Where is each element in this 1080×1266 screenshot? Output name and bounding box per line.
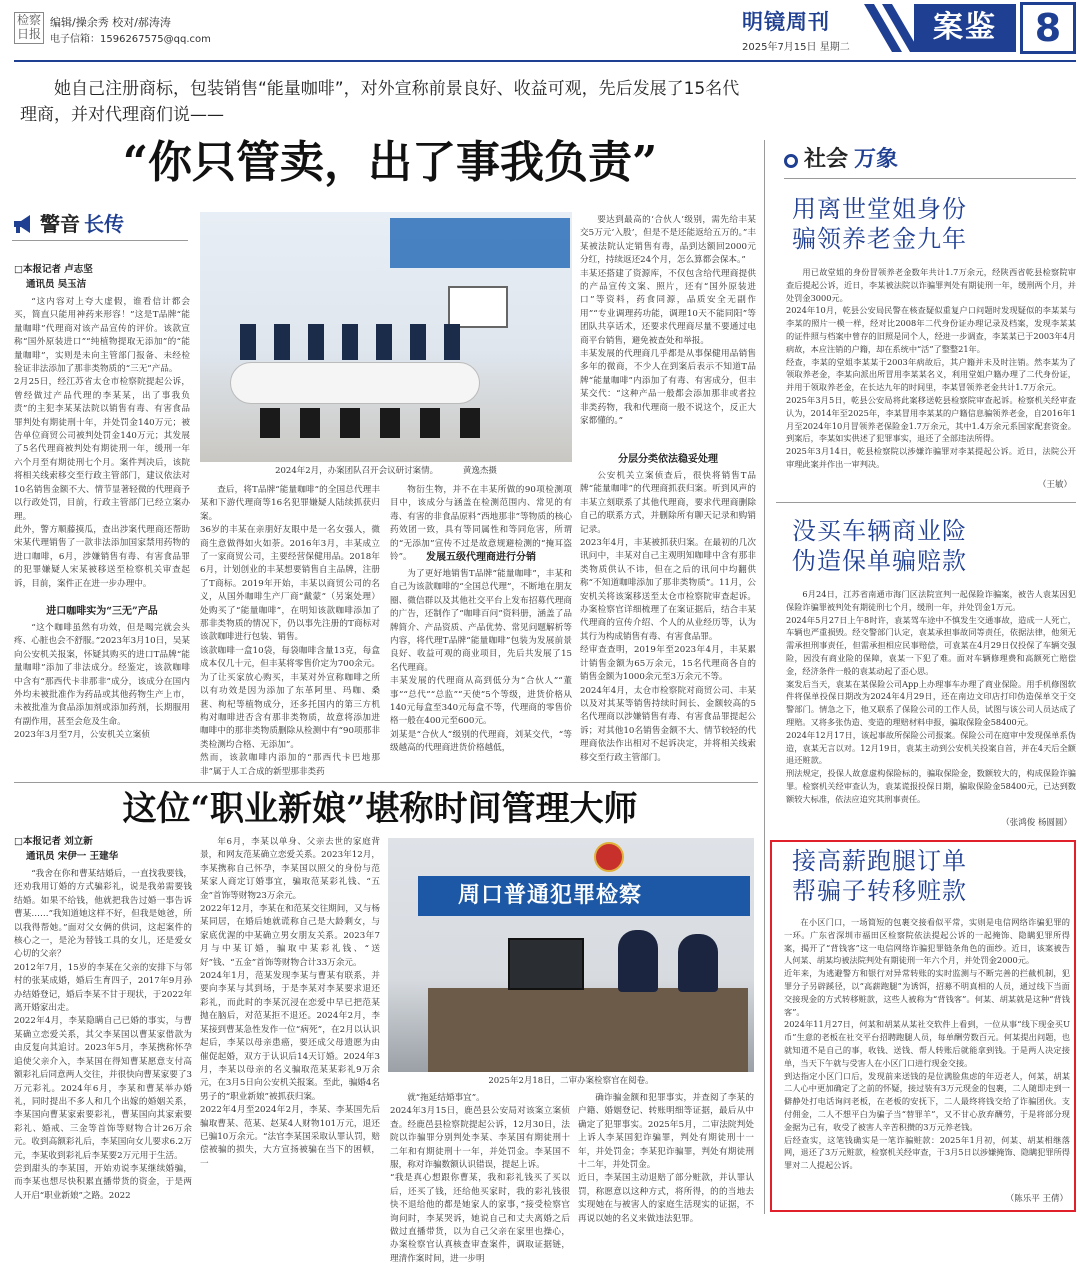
story1-headline-line-1: 用离世堂姐身份 — [792, 195, 967, 223]
column-text: 为了更好地销售T品牌“能量咖啡”，丰某和自己为该款咖啡的“全国总代理”，不断地在朋友圈、微信群以及其他社交平台上发布招募代理商的广告，还制作了“咖啡百问”资料册，涵盖了品牌简介、产品资质、产品优势、常见问题解析等内容，将代理T品牌“能量咖啡”包装为发展前景良好、收益可观的商业项目，先后共发展了15名代理商。 丰某发展的代理商从高到低分为“合伙人”“董事”“总代”“总监”“天使”5个等级，进货价格从140元每盒至340元每盒不等，代理商的零售价格一般在400元至600元。 刘某是“合伙人”级别的代理商，刘某交代，“等级越高的代理商进货价格越低， — [390, 569, 572, 754]
story2-body — [786, 588, 1076, 814]
article1-kicker: 她自己注册商标，包装销售“能量咖啡”，对外宣称前景良好、收益可观，先后发展了15名代理商，并对代理商们说—— — [20, 79, 740, 125]
article1-subhead-3: 分层分类依法稳妥处理 — [618, 454, 718, 465]
article1-column-3b — [390, 568, 572, 776]
article1-subhead-1: 进口咖啡实为“三无”产品 — [46, 606, 158, 617]
emblem-icon — [594, 842, 624, 872]
sidebar-story-3 — [776, 846, 1072, 1208]
story1-body — [786, 266, 1076, 478]
article2-photo — [388, 838, 754, 1072]
story2-credit: （张鸿俊 杨圆圆） — [1001, 818, 1072, 828]
masthead — [0, 0, 1080, 76]
story3-credit: （陈乐平 王倩） — [1005, 1194, 1068, 1204]
column-text: “这内容对上夸大虚假，谁看信计都会买，简直只能用神药来形容！”这是T品牌“能量咖啡”代理商对该产品宣传的评价。该款宣称“国外原装进口”“纯植物提取无添加”的“能量咖啡”，实则是未向主管部门报备、未经检验证非法添加了那非类物质的“三无”产品。 2月25日，经江苏省太仓市检察院提起公诉，曾经做过产品代理的李某某，出了事我负责”的主犯李某某法院以销售有毒、有害食品罪判处有期徒刑十年，并处罚金140万元；被告单位商贸公司被判处罚金140万元；其发展了5名代理商被判处有期徒刑一年，缓刑一年六个月至有期徒刑七个月。案件判决后，该院将相关线索移交至行政主管部门，建议依法对10名销售金额不大、情节显著轻微的代理商予以行政处罚，目前，行政主管部门已经立案办理。 此外，警方顺藤摸瓜，查出涉案代理商还帮助宋某代理销售了一款非法添加国家禁用药物的进口咖啡，6月，涉嫌销售有毒、有害食品罪的犯罪嫌疑人宋某被移送至检察机关审查起诉，目前，案件正在进一步办理中。 — [14, 297, 190, 589]
article1-photo — [200, 212, 572, 462]
article2-photo-caption: 2025年2月18日，二审办案检察官在阅卷。 — [488, 1076, 654, 1086]
section-name: 明镜周刊 — [742, 10, 830, 34]
sidebar-header — [784, 144, 1076, 178]
sidebar-story-divider-1 — [776, 502, 1076, 503]
article1-column-4 — [580, 214, 756, 442]
column-text: “这个咖啡虽然有功效，但是喝完就会头疼、心脏也会不舒服。”2023年3月10日，吴某向公安机关报案，怀疑其购买的进口T品牌“能量咖啡”添加了非法成分。经鉴定，该款咖啡中含有“那西代卡非那非”成分，该成分在国内外均未被批准作为药品或其他药物生产上市，未被批准为食品添加剂或添加药剂，长期服用有副作用，甚至会危及生命。 2023年3月至7月，公安机关立案侦 — [14, 623, 190, 741]
photo-screen — [448, 286, 508, 328]
story3-headline-line-1: 接高薪跑腿订单 — [792, 847, 967, 875]
article-divider — [14, 782, 758, 783]
article2-column-3 — [390, 1092, 570, 1264]
editor-line: 编辑/操余秀 校对/郝涛涛 — [50, 16, 171, 29]
article1-column-4b — [580, 470, 756, 776]
photo-desk — [428, 988, 748, 1072]
article1-byline — [14, 262, 190, 292]
story3-body — [784, 916, 1070, 1188]
sidebar-header-dot — [784, 154, 798, 168]
page-number: 8 — [1020, 2, 1076, 54]
date-line: 2025年7月15日 星期二 — [742, 42, 850, 53]
column-text: 要达到最高的‘合伙人’级别，需先给丰某交5万元‘入股’，但是不是还能返给五万的。”丰某被法院认定销售有毒，品到达额回2000元分红，持续返还24个月，怎么算都会保本。” 丰某还搭建了资源库，不仅包含给代理商提供的产品宣传文案、照片，还有“国外原装进口”等资料，药食同源，品质安全无副作用”“专业调理药功能，调理10天不能同阳”等团队共享话术，还要求代理商尽量不要通过电商平台销售，避免被查处和举报。 丰某发展的代理商几乎都是从事保健用品销售多年的微商，不少人在到案后表示不知道T品牌“能量咖啡”内添加了有毒、有害成分，但丰某交代：“这种产品一般都会添加那非或者拉非类药物，我和代理商一般不说这个，反正大家都懂的。” — [580, 215, 756, 427]
column-tag-underline — [12, 240, 188, 241]
article1-column-1 — [14, 296, 190, 588]
byline-correspondent: 通讯员 宋伊一 王建华 — [26, 851, 119, 862]
story-text: 在小区门口，一场简短的包裹交接看似平常，实则是电信网络诈骗犯罪的一环。广东省深圳市福田区检察院依法提起公诉的一起掩饰、隐瞒犯罪所得案，揭开了“背钱客”这一电信网络诈骗犯罪链条角色的面纱。近日，该案被告人何某、胡某均被法院判处有期徒刑一年六个月，并处罚金2000元。 近年来，为逃避警方和银行对异常转账的实时监测与不断完善的拦截机制，犯罪分子另辟蹊径，以“高薪跑腿”为诱饵，招募不明真相的人员，通过线下当面交接现金的方式转移赃款，这些人被称为“背钱客”。何某、胡某就是这种“背钱客”。 2024年11月27日，何某和胡某从某社交软件上看到，一位从事“线下现金买U币”生意的老板在社交平台招聘跑腿人员，每单酬劳数百元。何某提出问题，也就知道不是自己的事，收钱、送钱、帮人转账后就能拿到钱。于是两人决定接单，当天下午就与受害人在小区门口进行现金交接。 到达指定小区门口后，发现前来送钱的是位满脸焦虑的年迈老人，何某，胡某二人心中更加确定了之前的怀疑，接过装有3万元现金的包裹，二人随即走到一僻静处打电话询问老板，在老板的安抚下，二人最终将钱交给了诈骗团伙。支付佣金，二人不想平白为骗子当“替罪羊”，又不甘心放弃酬劳，于是将部分现金据为己有，收受了被害人辛苦积攒的3万元养老钱。 后经查实，这笔钱确实是一笔诈骗赃款：2025年1月初，何某、胡某相继落网，退还了3万元赃款，检察机关经审查，于3月5日以涉嫌掩饰、隐瞒犯罪所得罪对二人提起公诉。 — [784, 917, 1070, 1171]
article1-photo-caption — [200, 464, 572, 476]
article1-column-1b — [14, 622, 190, 762]
article1-column-2 — [200, 484, 380, 776]
column-text: 确诈骗金额和犯罪事实，并查阅了李某的户籍、婚姻登记、转账明细等证据，最后从中确定了犯罪事实。2025年5月，二审法院判处上诉人李某国犯诈骗罪，判处有期徒刑十一年，并处罚金；李某犯诈骗罪，判处有期徒刑十二年，并处罚金。 近日，李某国主动退赔了部分赃款，并认罪认罚，称愿意以这种方式，将所得，的的当地去实现她在与被害人的家庭生活现实的证据，不再说以她的名义来做违法犯罪。 — [578, 1093, 754, 1224]
logo-line-1: 检察 — [16, 13, 41, 27]
column-tag-part-1: 警音 — [40, 212, 80, 236]
photo-sign-text: 周口普通犯罪检察 — [458, 883, 643, 908]
photo-person-1 — [618, 930, 658, 992]
article2-column-2 — [200, 836, 380, 1212]
story2-headline-line-1: 没买车辆商业险 — [792, 517, 967, 545]
photo-wall-banner — [390, 218, 570, 268]
story1-credit: （王敏） — [1037, 480, 1072, 490]
sidebar-title-part-2: 万象 — [854, 147, 899, 172]
section-tag-stripes — [852, 4, 922, 52]
masthead-rule — [14, 60, 1076, 62]
caption-credit: 黄逸杰摄 — [462, 466, 497, 476]
article2-byline — [14, 834, 192, 864]
story-text: 6月24日，江苏省南通市海门区法院宣判一起保险诈骗案，被告人袁某因犯保险诈骗罪被判处有期徒刑七个月，缓刑一年，并处罚金1万元。 2024年5月27日上午8时许，袁某驾车途中不慎发生交通事故，造成一人死亡，车辆也严重损毁。经交警部门认定，袁某承担事故同等责任，依据法律，他须无需承担刑事责任，但需承担相应民事赔偿，可袁某在4月29日仅投保了车辆交强险，因没有商业险的保障，袁某一下犯了难。面对车辆修理费和高额死亡赔偿金，经济条件一般的袁某动起了歪心思。 案发后当天，袁某在某保险公司App上办理事车办理了商业保险。用手机修图软件将保单投保日期改为2024年4月29日，还在南边文印店打印伪造保单交于交警部门。情急之下，他又联系了保险公司的工作人员，试图与该公司人员达成了理赔。又将多张伪造、变造的理赔材料申报，骗取保险金58400元。 2024年12月17日，该起事故所保险公司报案。保险公司在庭审中发现保单系伪造，袁某无言以对。12月19日，袁某主动到公安机关投案自首，并在4天后全额退还赃款。 刑法规定，投保人故意虚构保险标的，骗取保险金，数额较大的，构成保险诈骗罪。检察机关经审查认为，袁某谎报投保日期，骗取保险金58400元，已达到数额较大标准，依法应追究其刑事责任。 — [786, 589, 1076, 804]
photo-monitor — [508, 938, 584, 990]
column-text: 物衍生物，并不在丰某所做的90项检测项目中，该成分与涵盖在检测范围内、常见的有毒、有害的非食品原料“西地那非”等物质的核心药效团一致，具有等同属性和等同危害，所谓的“无添加”宣传不过是故意规避检测的“掩耳盗铃”。 — [390, 485, 572, 563]
sidebar-story-2 — [776, 516, 1076, 832]
article2-column-4 — [578, 1092, 754, 1224]
byline-reporter: □本报记者 刘立新 — [14, 836, 93, 847]
column-text: 就“拖延结婚事宜”。 2024年3月15日，鹿邑县公安局对该案立案侦查。经鹿邑县检察院提起公诉，12月30日，法院以诈骗罪分别判处李某、李某国有期徒刑十二年和有期徒刑十一年，并处罚金。李某国不服，称对诈骗数额认识错误，提起上诉。 “我是真心想跟你曹某，我和彩礼钱买了买以后，还买了钱，还给他买家时，我的彩礼钱很快不退给他的都是她家人的家事，”接受检察官询问时，李某哭诉，她说自己和丈夫离婚之后做过直播带货，以为自己父亲在家里也操心，办案检察官认真核查审查案件，调取证据链，理清作案时间，进一步明 — [390, 1093, 570, 1264]
story3-headline-line-2: 帮骗子转移赃款 — [792, 877, 967, 905]
sidebar-title-part-1: 社会 — [804, 147, 849, 172]
sidebar-header-rule — [784, 178, 1076, 179]
byline-reporter: □本报记者 卢志坚 — [14, 264, 93, 275]
column-tag — [12, 210, 188, 240]
photo-person-2 — [678, 934, 718, 992]
column-text: 查后，将T品牌“能量咖啡”的全国总代理丰某和下游代理商等16名犯罪嫌疑人陆续抓获归案。 36岁的丰某在亲朋好友眼中是一名女强人，微商生意做得如火如荼。2016年3月，丰某成立了一家商贸公司，主要经营保健用品。2018年6月，计划创业的丰某想要销售自主品牌，注册了T商标。2019年开始，丰某以商贸公司的名义，从国外咖啡生产厂商“戴蒙”（另案处理）处购买了“能量咖啡”，在明知该款咖啡添加了那非类物质的情况下，仍以事先注册的T商标对该款咖啡进行包装、销售。 该款咖啡一盒10袋，每袋咖啡含量13克，每盒成本仅几十元，但丰某将零售价定为700余元。为了让买家放心购买，丰某对外宣称咖啡之所以有功效是因为添加了东革阿里、玛咖、桑葚、枸杞等植物成分，还多托国内的第三方机构对咖啡进否含有那非类物质，故意将添加进咖啡中的那非类物质删除从检测中有“90项那非类检测均合格、无添加”。 然而，该款咖啡内添加的“那西代卡巴地那非”属于人工合成的新型那非类药 — [200, 485, 380, 777]
article1-headline: “你只管卖，出了事我负责” — [122, 137, 658, 188]
email-line: 电子信箱：1596267575@qq.com — [50, 34, 211, 45]
sidebar-story-1 — [776, 194, 1076, 494]
photo-chairs — [260, 408, 480, 438]
article2-column-1 — [14, 868, 192, 1212]
article2-headline: 这位“职业新娘”堪称时间管理大师 — [122, 789, 638, 829]
sidebar-divider — [764, 140, 765, 1214]
photo-people — [240, 324, 470, 360]
photo-table — [230, 362, 480, 404]
story1-headline-line-2: 骗领养老金九年 — [792, 225, 967, 253]
megaphone-icon — [12, 212, 36, 236]
column-tag-part-2: 长传 — [84, 212, 124, 236]
logo-line-2: 日报 — [16, 27, 41, 41]
column-text: “我舍在你和曹某结婚后，一直找我要钱，还劝我用订婚的方式骗彩礼，说是我弟需要钱结婚。如果不给钱，他就把我告过婚一事告诉曹某……”我知道她这样不好，但我是她爸，所以我得帮她。”面对父女俩的供词，这起案件的核心之一，是沦为替钱工具的女儿，还是爱女心切的父亲？ 2012年7月，15岁的李某在父亲的安排下与邻村的张某成婚，婚后生育四子，2017年9月孙办结婚登记，婚后李某不甘于现状，于2022年离开婚家出走。 2022年4月，李某隐瞒自己已婚的事实，与曹某确立恋爱关系，其父李某国以曹某家借款为由反复向其追讨。2023年5月，李某携称怀孕追使父亲介入，李某国在得知曹某愿意支付高额彩礼后同意两人交往，并很快向曹某家要了3万元彩礼。2024年6月，李某和曹某举办婚礼，同时提出不多人和几个出嫁的婚姻关系，李某国向曹某家索要彩礼，曹某国向其家索要彩礼、婚戒、三金等首饰等财物合计26万余元。收到高额彩礼后，李某国向女儿要求6.2万元，李某收到彩礼后李某要2万元用于生活。 尝到甜头的李某国，开始劝说李某继续婚骗，而李某也想尽快积累直播带货的资金，于是两人开启“职业新娘”之路。2022 — [14, 869, 192, 1201]
logo — [14, 12, 44, 44]
byline-correspondent: 通讯员 吴玉洁 — [26, 279, 87, 290]
column-text: 年6月，李某以单身、父亲去世的家庭背景，和网友范某确立恋爱关系。2023年12月，李某携称自己怀孕，李某国以照父的身份与范某家人商定订婚事宜，骗取范某彩礼钱、“五金”首饰等财物23万余元。 2022年12月，李某在和范某交往期间，又与杨某同居，在婚后她就谎称自己是大龄剩女，与家底优渥的中某确立男女朋友关系。2023年7月与中某订婚，骗取中某彩礼钱、“送好”钱、“五金”首饰等财物合计33万余元。 2024年1月，范某发现李某与曹某有联系，并要向李某与其到场，于是李某对李某要求退还彩礼，而此时的李某沉浸在恋爱中早已把范某抛在脑后，对范某拒不退还。2024年2月，李某接到曹某急性发作一位“病死”，在2月以认识起后，李某以母亲患癌，要还成父母遗愿为由催促起婚，双方于认识后14天订婚。2024年3月，李某以母亲的名义骗取范某某彩礼9万余元，在3月5日向公安机关报案。至此，骗婚4名男子的“职业新娘”被抓获归案。 2022年4月至2024年2月，李某、李某国先后骗取曹某、范某、赵某4人财物101万元，退还已骗10万余元。“法官李某国采取认罪认罚，赔偿被骗的损失，大方宣扬被骗在当下的困顿，一 — [200, 837, 380, 1169]
column-text: 公安机关立案侦查后，很快将销售T品牌“能量咖啡”的代理商抓获归案。听到风声的丰某立刻联系了其他代理商，要求代理商删除自己的联系方式，并删除所有聊天记录和购销记录。 2023年4月，丰某被抓获归案。在最初的几次讯问中，丰某对自己主观明知咖啡中含有那非类物质供认不讳，但在之后的讯问中均翻供称“不知道咖啡添加了那非类物质”。11月，公安机关将该案移送至太仓市检察院审查起诉。办案检察官详细梳理了在案证据后，结合丰某代理商的宣传介绍、个人的从业经历等，认为其行为构成销售有毒、有害食品罪。 经审查查明，2019年至2023年4月，丰某累计销售金额为65万余元，15名代理商各自的销售金额为1000余元至3万余元不等。 2024年4月，太仓市检察院对商贸公司、丰某以及对其某等销售持续时间长、金额较高的5名代理商以涉嫌销售有毒、有害食品罪提起公诉；对其他10名销售金额不大、情节较轻的代理商依法作出相对不起诉决定，并将相关线索移交至行政主管部门。 — [580, 471, 756, 763]
section-tag: 案鉴 — [933, 10, 997, 45]
article1-subhead-2: 发展五级代理商进行分销 — [426, 552, 536, 563]
story2-headline-line-2: 伪造保单骗赔款 — [792, 547, 967, 575]
caption-text: 2024年2月，办案团队召开会议研讨案情。 — [275, 466, 439, 476]
story-text: 用已故堂姐的身份冒领养老金数年共计1.7万余元，经陕西省乾县检察院审查后提起公诉，近日，李某被法院以诈骗罪判处有期徒刑一年，缓刑两个月，并处罚金3000元。 2024年10月，乾县公安局民警在核查疑似重复户口问题时发现疑似的李某某与李某的照片一模一样，经对比2008年二代身份证办理记录及档案，发现李某某的证件照与档案中曾存的旧照是同个人，经进一步调查，李某某已于2003年4月病故，本应注销的户籍，却在系统中“活”了整整21年。 经查，李某的堂姐李某某于2003年病故后，其户籍并未及时注销。然李某为了领取养老金，李某向派出所冒用李某某名义，利用堂姐户籍办理了二代身份证，并用于领取养老金，在长达九年的时间里，李某冒领养老金共计1.7万余元。 2025年3月5日，乾县公安局将此案移送乾县检察院审查起诉。检察机关经审查认为，2014年至2025年，李某冒用李某某的户籍信息骗领养老金，自2016年1月至2024年10月冒领养老保险金1.7万余元，其中1.4万余元系国家配套资金。到案后，李某如实供述了犯罪事实，退还了全部违法所得。 2025年3月14日，乾县检察院以涉嫌诈骗罪对李某提起公诉。近日，法院公开审理此案并作出一审判决。 — [786, 267, 1076, 469]
